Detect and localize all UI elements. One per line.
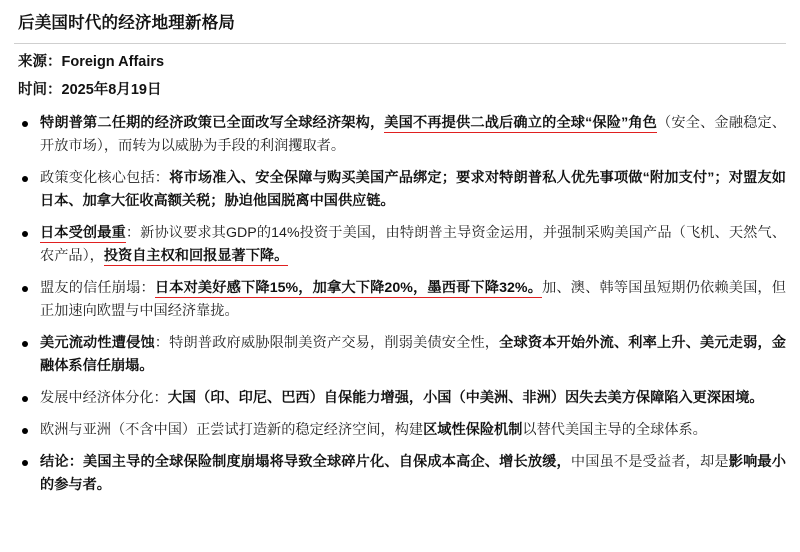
- bullet-text-segment: 美国不再提供二战后确立的全球“保险”角色: [384, 114, 658, 131]
- source-line: [18, 52, 786, 74]
- bullet-text-segment: 日本对美好感下降15%，加拿大下降20%，墨西哥下降32%。: [154, 279, 543, 296]
- page-title: 后美国时代的经济地理新格局: [18, 14, 236, 32]
- bullet-text-emphasis: 将市场准入、安全保障与购买美国产品绑定；要求对特朗普私人优先事项做“附加支付”；对盟友如日本、加拿大征收高额关税；胁迫他国脱离中国供应链。: [40, 169, 786, 209]
- bullet-text-emphasis: 美元流动性遭侵蚀: [40, 334, 155, 351]
- list-item: [14, 222, 786, 268]
- bullet-text-emphasis: 全球资本开始外流、利率上升、美元走弱，金融体系信任崩塌。: [40, 334, 786, 374]
- bullet-text-emphasis: 美国主导的全球保险制度崩塌将导致全球碎片化、自保成本高企、增长放缓，: [83, 453, 571, 470]
- bullet-text-segment: 中国虽不是受益者，却是: [570, 453, 729, 470]
- bullet-text-emphasis: 影响最小的参与者。: [40, 453, 786, 493]
- bullet-text-segment: 盟友的信任崩塌：: [40, 279, 155, 296]
- source-label: 来源：: [18, 54, 62, 71]
- list-item: [14, 332, 786, 378]
- date-label: 时间：: [18, 81, 62, 98]
- list-item: [14, 451, 786, 497]
- summary-bullet-list: [14, 112, 786, 497]
- bullet-text-emphasis: 大国（印、印尼、巴西）自保能力增强，小国（中美洲、非洲）因失去美方保障陷入更深困境。: [167, 389, 764, 406]
- bullet-text-segment: 欧洲与亚洲（不含中国）正尝试打造新的稳定经济空间，构建: [40, 421, 424, 438]
- list-item: [14, 112, 786, 158]
- title-divider: [14, 43, 786, 44]
- bullet-text-emphasis: 结论：: [40, 453, 84, 470]
- list-item: [14, 419, 786, 442]
- bullet-text-segment: 发展中经济体分化：: [40, 389, 168, 406]
- bullet-text-emphasis: 特朗普第二任期的经济政策已全面改写全球经济架构，: [40, 114, 385, 131]
- date-value: 2025年8月19日: [61, 81, 162, 98]
- bullet-text-segment: 以替代美国主导的全球体系。: [522, 421, 707, 438]
- source-value: Foreign Affairs: [61, 54, 165, 71]
- bullet-text-segment: 政策变化核心包括：: [40, 169, 170, 186]
- list-item: [14, 387, 786, 410]
- date-line: [18, 80, 786, 102]
- bullet-text-segment: （安全、金融稳定、开放市场），而转为以威胁为手段的利润攫取者。: [40, 114, 786, 154]
- list-item: [14, 277, 786, 323]
- bullet-text-segment: 日本受创最重: [40, 224, 126, 241]
- bullet-text-segment: ：新协议要求其GDP的14%投资于美国，由特朗普主导资金运用，并强制采购美国产品（飞机、天然气、农产品），: [40, 224, 786, 264]
- bullet-text-segment: 加、澳、韩等国虽短期仍依赖美国，但正加速向欧盟与中国经济靠拢。: [40, 279, 786, 319]
- bullet-text-emphasis: 区域性保险机制: [423, 421, 523, 438]
- list-item: [14, 167, 786, 213]
- bullet-text-segment: ：特朗普政府威胁限制美资产交易，削弱美债安全性，: [154, 334, 500, 351]
- bullet-text-segment: 投资自主权和回报显著下降。: [103, 247, 289, 264]
